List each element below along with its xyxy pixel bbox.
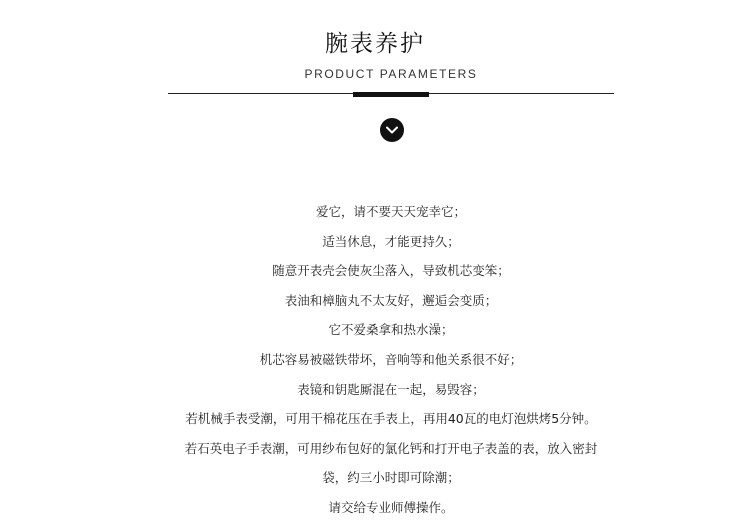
care-line: 若石英电子手表潮，可用纱布包好的氯化钙和打开电子表盖的表，放入密封 [184, 440, 598, 456]
chevron-down-icon [380, 118, 404, 142]
care-line: 爱它，请不要天天宠幸它； [315, 204, 466, 219]
care-line: 若机械手表受潮，可用干棉花压在手表上，再用40瓦的电灯泡烘烤5分钟。 [185, 411, 597, 427]
care-line: 请交给专业师傅操作。 [328, 499, 454, 515]
care-line: 它不爱桑拿和热水澡； [328, 322, 454, 338]
care-line: 袋，约三小时即可除潮； [322, 470, 460, 486]
care-line: 适当休息，才能更持久； [322, 233, 460, 249]
care-line: 表镜和钥匙厮混在一起，易毁容； [297, 381, 485, 397]
expand-toggle-button[interactable] [380, 118, 404, 142]
care-line: 随意开表壳会使灰尘落入，导致机芯变笨； [272, 263, 510, 279]
care-line: 表油和樟脑丸不太友好，邂逅会变质； [284, 292, 498, 308]
care-line: 机芯容易被磁铁带坏，音响等和他关系很不好； [259, 351, 523, 367]
page-title: 腕表养护 [325, 31, 425, 57]
divider-accent [353, 92, 429, 97]
page-subtitle: PRODUCT PARAMETERS [304, 67, 478, 81]
care-instructions [0, 197, 750, 523]
